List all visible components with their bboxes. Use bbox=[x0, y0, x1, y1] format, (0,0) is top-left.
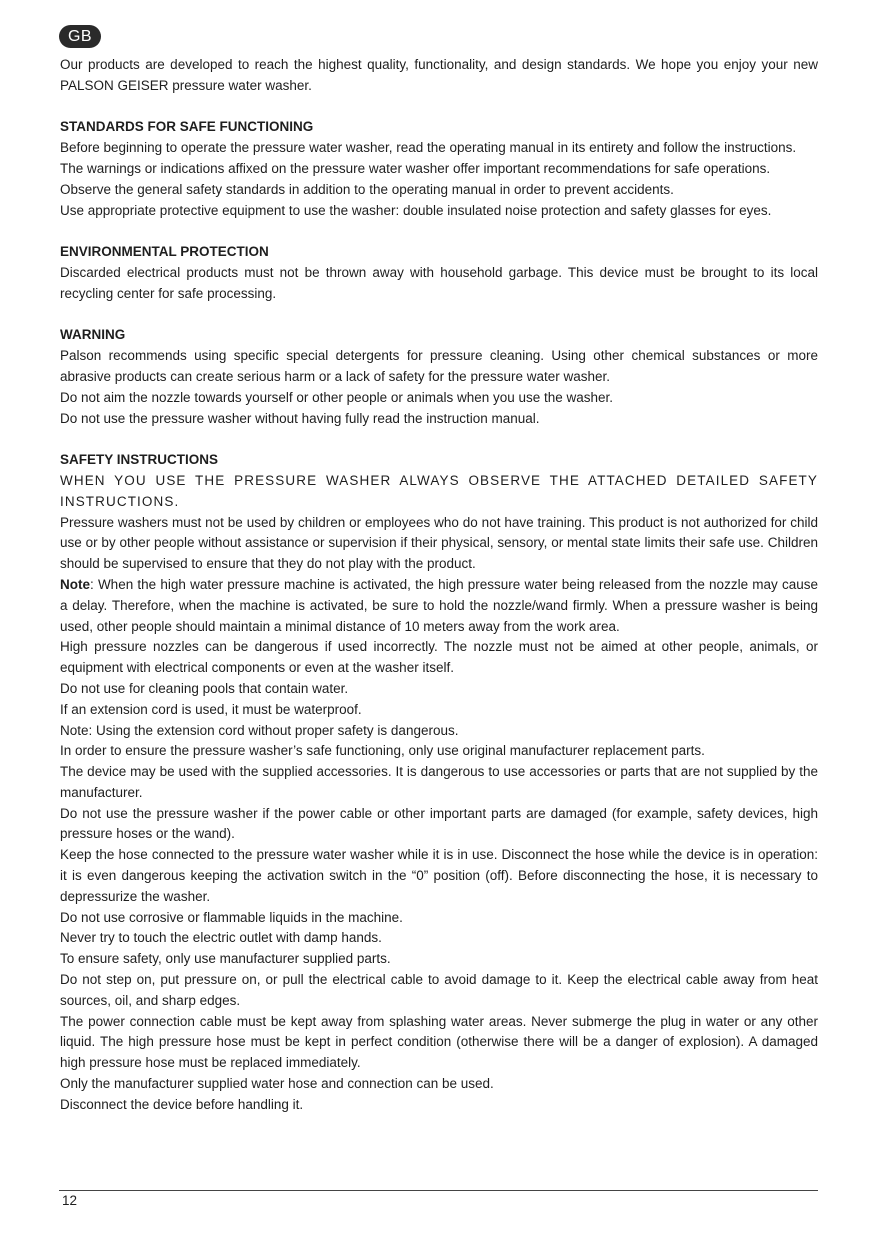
paragraph: High pressure nozzles can be dangerous if used incorrectly. The nozzle must not be aimed at other people, animals, or equipment with electrical components or even at the washer itself. bbox=[60, 639, 818, 676]
paragraph: In order to ensure the pressure washer’s safe functioning, only use original manufacturer replacement parts. bbox=[60, 743, 705, 759]
section-title-standards: STANDARDS FOR SAFE FUNCTIONING bbox=[60, 119, 314, 135]
caps-instruction: WHEN YOU USE THE PRESSURE WASHER ALWAYS OBSERVE THE ATTACHED DETAILED SAFETY INSTRUCTIONS. bbox=[60, 472, 818, 509]
paragraph: The device may be used with the supplied accessories. It is dangerous to use accessories or parts that are not supplied by the manufacturer. bbox=[60, 764, 818, 800]
paragraph: Use appropriate protective equipment to use the washer: double insulated noise protection and safety glasses for eyes. bbox=[60, 202, 772, 218]
paragraph: To ensure safety, only use manufacturer supplied parts. bbox=[60, 951, 391, 967]
intro-paragraph: Our products are developed to reach the highest quality, functionality, and design standards. We hope you enjoy your new PALSON GEISER pressure water washer. bbox=[60, 57, 818, 93]
paragraph: Observe the general safety standards in addition to the operating manual in order to prevent accidents. bbox=[60, 181, 674, 197]
paragraph: Do not aim the nozzle towards yourself or other people or animals when you use the washer. bbox=[60, 389, 614, 405]
language-badge: GB bbox=[59, 25, 101, 48]
section-title-environmental: ENVIRONMENTAL PROTECTION bbox=[60, 244, 269, 260]
paragraph: The power connection cable must be kept away from splashing water areas. Never submerge the plug in water or any other liquid. The high pressure hose must be kept in perfect condition (otherwise there will be a danger of explosion). A damaged high pressure hose must be replaced immediately. bbox=[60, 1013, 818, 1071]
paragraph: Pressure washers must not be used by children or employees who do not have training. This product is not authorized for child use or by other people without assistance or supervision if their physical, sensory, or mental state limits their safe use. Children should be supervised to ensure that they do not play with the product. bbox=[60, 514, 818, 572]
section-title-safety: SAFETY INSTRUCTIONS bbox=[60, 452, 219, 468]
paragraph: Note: Using the extension cord without proper safety is dangerous. bbox=[60, 722, 459, 738]
paragraph: Do not use the pressure washer without having fully read the instruction manual. bbox=[60, 410, 540, 426]
spacer bbox=[60, 221, 818, 242]
note-label: Note bbox=[60, 576, 90, 592]
paragraph: If an extension cord is used, it must be waterproof. bbox=[60, 701, 362, 717]
paragraph: Do not step on, put pressure on, or pull the electrical cable to avoid damage to it. Keep the electrical cable away from heat sources, oil, and sharp edges. bbox=[60, 972, 818, 1008]
paragraph: Only the manufacturer supplied water hose and connection can be used. bbox=[60, 1076, 494, 1092]
note-text: : When the high water pressure machine is activated, the high pressure water being released from the nozzle may cause a delay. Therefore, when the machine is activated, be sure to hold the nozzle/wand firmly. When a pressure washer is being used, other people should maintain a minimal distance of 10 meters away from the work area. bbox=[60, 576, 818, 634]
paragraph: The warnings or indications affixed on the pressure water washer offer important recommendations for safe operations. bbox=[60, 160, 771, 176]
spacer bbox=[60, 97, 818, 118]
page-number: 12 bbox=[62, 1193, 78, 1208]
spacer bbox=[60, 429, 818, 450]
spacer bbox=[60, 305, 818, 326]
paragraph: Disconnect the device before handling it. bbox=[60, 1096, 304, 1112]
paragraph: Do not use corrosive or flammable liquids in the machine. bbox=[60, 909, 403, 925]
paragraph: Palson recommends using specific special detergents for pressure cleaning. Using other chemical substances or more abrasive products can create serious harm or a lack of safety for the pressure water washer. bbox=[60, 348, 818, 384]
footer-divider bbox=[59, 1190, 818, 1191]
paragraph: Never try to touch the electric outlet with damp hands. bbox=[60, 930, 382, 946]
paragraph: Do not use the pressure washer if the power cable or other important parts are damaged (for example, safety devices, high pressure hoses or the wand). bbox=[60, 805, 818, 842]
paragraph: Keep the hose connected to the pressure water washer while it is in use. Disconnect the hose while the device is in operation: it is even dangerous keeping the activation switch in the “0” position (off). Before disconnecting the hose, it is necessary to depressurize the washer. bbox=[60, 847, 818, 904]
section-title-warning: WARNING bbox=[60, 327, 126, 343]
note-paragraph bbox=[60, 575, 818, 637]
paragraph: Do not use for cleaning pools that contain water. bbox=[60, 680, 349, 696]
paragraph: Before beginning to operate the pressure water washer, read the operating manual in its entirety and follow the instructions. bbox=[60, 140, 797, 156]
paragraph: Discarded electrical products must not be thrown away with household garbage. This device must be brought to its local recycling center for safe processing. bbox=[60, 264, 818, 301]
document-body bbox=[60, 55, 818, 1116]
